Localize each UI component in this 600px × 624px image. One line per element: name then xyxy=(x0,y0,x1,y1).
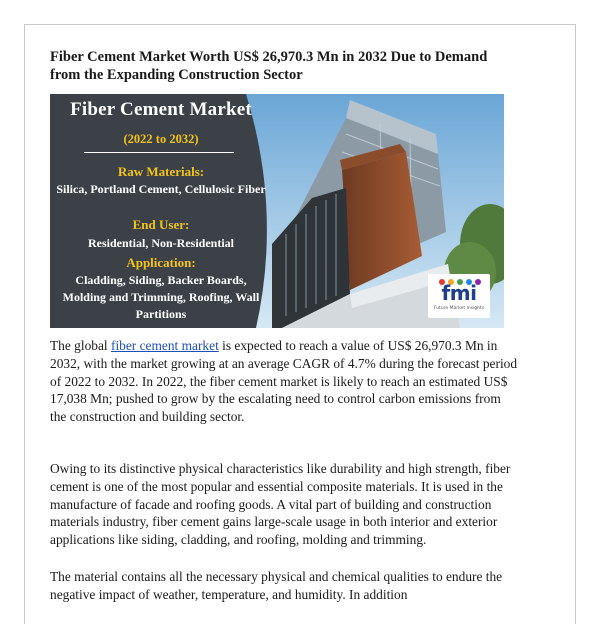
paragraph-3: The material contains all the necessary physical and chemical qualities to endure the negative impact of weather, temperature, and humidity. In addition xyxy=(50,569,503,602)
fiber-cement-market-link[interactable]: fiber cement market xyxy=(110,338,219,353)
paragraph-1-text: is expected to reach a value of US$ 26,970.3 Mn in 2032, with the market growing at an average CAGR of 4.7% during the forecast period of 2022 to 2032. In 2022, the fiber cement market is likely to reach an estimated US$ 17,038 Mn; pushed to grow by the escalating need to control carbon emissions from the construction and building sector. xyxy=(50,338,518,425)
end-user-label: End User: xyxy=(132,217,190,232)
banner-heading: Fiber Cement Market xyxy=(70,99,252,120)
banner-text-panel xyxy=(50,94,272,328)
banner-divider xyxy=(84,152,234,153)
end-user-value: Residential, Non-Residential xyxy=(87,236,234,250)
logo-tagline: Future Market Insights xyxy=(433,306,485,311)
application-value: Cladding, Siding, Backer Boards, Molding and Trimming, Roofing, Wall Partitions xyxy=(62,273,260,321)
infographic-banner xyxy=(50,94,504,328)
logo-text: fmi xyxy=(441,281,477,305)
paragraph-2: Owing to its distinctive physical characteristics like durability and high strength, fiber cement is one of the most popular and essential composite materials. It is used in the manufacture of facade and roofing goods. A vital part of building and construction materials industry, fiber cement gains large-scale usage in both interior and exterior applications like siding, cladding, and roofing, molding and trimming. xyxy=(50,461,511,548)
raw-materials-value: Silica, Portland Cement, Cellulosic Fiber xyxy=(56,182,266,196)
banner-years: (2022 to 2032) xyxy=(123,132,199,146)
paragraph-1-intro: The global xyxy=(50,338,111,353)
application-label: Application: xyxy=(126,255,196,270)
raw-materials-label: Raw Materials: xyxy=(117,164,205,179)
document-title: Fiber Cement Market Worth US$ 26,970.3 Mn in 2032 Due to Demand from the Expanding Construction Sector xyxy=(50,49,488,83)
paragraph-1 xyxy=(50,337,520,426)
fmi-logo xyxy=(428,274,490,318)
